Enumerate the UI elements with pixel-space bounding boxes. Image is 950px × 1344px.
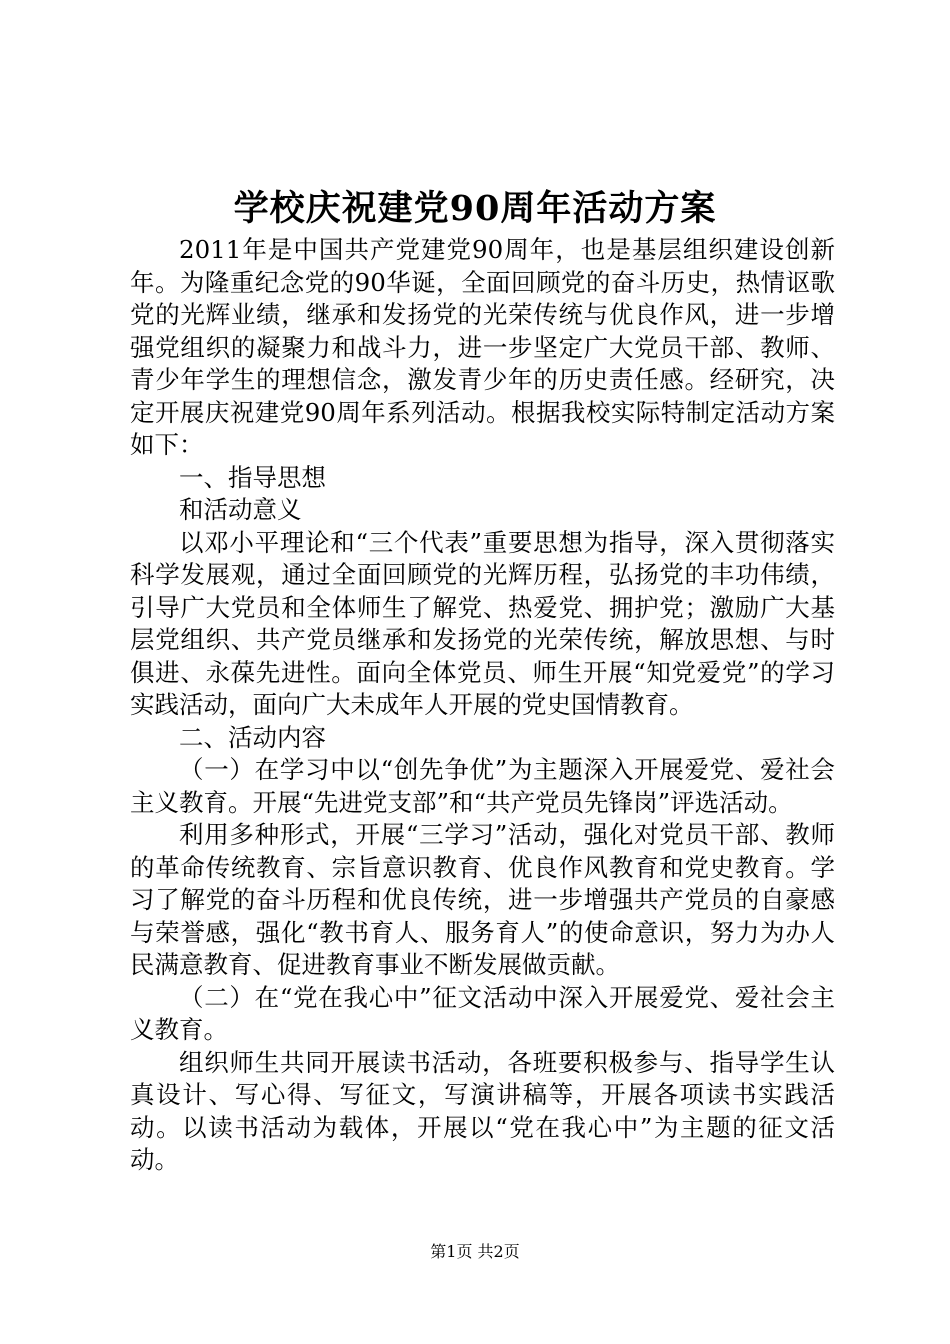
three-learning-paragraph: 利用多种形式，开展“三学习”活动，强化对党员干部、教师的革命传统教育、宗旨意识教育、优良作风教育和党史教育。学习了解党的奋斗历程和优良传统，进一步增强共产党员的自豪感与荣誉感，强化“教书育人、服务育人”的使命意识，努力为办人民满意教育、促进教育事业不断发展做贡献。 bbox=[130, 820, 835, 979]
reading-activity-paragraph: 组织师生共同开展读书活动，各班要积极参与、指导学生认真设计、写心得、写征文，写演讲稿等，开展各项读书实践活动。以读书活动为载体，开展以“党在我心中”为主题的征文活动。 bbox=[130, 1047, 835, 1174]
subsection-two-paragraph: （二）在“党在我心中”征文活动中深入开展爱党、爱社会主义教育。 bbox=[130, 982, 835, 1044]
page-number-footer: 第1页 共2页 bbox=[430, 1242, 520, 1261]
subsection-one-paragraph: （一）在学习中以“创先争优”为主题深入开展爱党、爱社会主义教育。开展“先进党支部”和“共产党员先锋岗”评选活动。 bbox=[130, 755, 835, 817]
section-heading-activity-significance: 和活动意义 bbox=[179, 495, 302, 524]
guiding-ideology-paragraph: 以邓小平理论和“三个代表”重要思想为指导，深入贯彻落实科学发展观，通过全面回顾党的光辉历程，弘扬党的丰功伟绩，引导广大党员和全体师生了解党、热爱党、拥护党；激励广大基层党组织、共产党员继承和发扬党的光荣传统，解放思想、与时俱进、永葆先进性。面向全体党员、师生开展“知党爱党”的学习实践活动，面向广大未成年人开展的党史国情教育。 bbox=[130, 527, 835, 719]
intro-paragraph: 2011年是中国共产党建党90周年，也是基层组织建设创新年。为隆重纪念党的90华诞，全面回顾党的奋斗历史，热情讴歌党的光辉业绩，继承和发扬党的光荣传统与优良作风，进一步增强党组织的凝聚力和战斗力，进一步坚定广大党员干部、教师、青少年学生的理想信念，激发青少年的历史责任感。经研究，决定开展庆祝建党90周年系列活动。根据我校实际特制定活动方案如下： bbox=[130, 235, 835, 459]
section-heading-activity-content: 二、活动内容 bbox=[179, 722, 326, 752]
section-heading-guiding-ideology: 一、指导思想 bbox=[179, 462, 326, 492]
document-body bbox=[130, 234, 835, 1177]
document-title: 学校庆祝建党90周年活动方案 bbox=[233, 188, 717, 229]
